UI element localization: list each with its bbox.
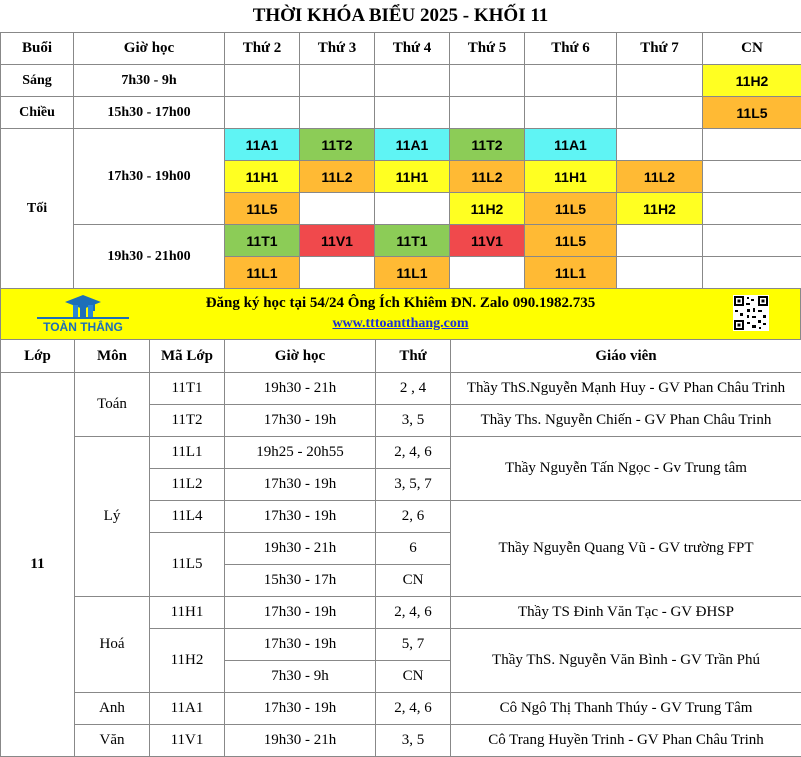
row-toi-1 (1, 129, 801, 161)
class-days: 2 , 4 (376, 373, 451, 405)
header-ma-lop: Mã Lớp (150, 340, 225, 373)
timetable-header-row (1, 33, 801, 65)
class-time: 19h30 - 21h (225, 725, 376, 757)
teacher-cell: Thầy ThS. Nguyễn Văn Bình - GV Trần Phú (451, 629, 801, 693)
header-thu: Thứ (376, 340, 451, 373)
slot-cell: 11L1 (225, 257, 300, 289)
table-row (1, 693, 801, 725)
slot-cell: 11L5 (525, 225, 617, 257)
header-thu-3: Thứ 3 (300, 33, 375, 65)
slot-cell: 11H1 (525, 161, 617, 193)
header-thu-5: Thứ 5 (450, 33, 525, 65)
class-code: 11T1 (150, 373, 225, 405)
class-time: 17h30 - 19h (225, 405, 376, 437)
class-code: 11L2 (150, 469, 225, 501)
header-lop: Lớp (1, 340, 75, 373)
slot-cell: 11T1 (375, 225, 450, 257)
slot-cell: 11H2 (617, 193, 703, 225)
table-row (1, 437, 801, 469)
subject-cell: Toán (75, 373, 150, 437)
slot-cell: 11L5 (525, 193, 617, 225)
teacher-cell: Thầy Nguyễn Quang Vũ - GV trường FPT (451, 501, 801, 597)
header-thu-6: Thứ 6 (525, 33, 617, 65)
class-time: 17h30 - 19h (225, 501, 376, 533)
slot-cell: 11V1 (450, 225, 525, 257)
class-days: CN (376, 661, 451, 693)
teacher-cell: Thầy ThS.Nguyễn Mạnh Huy - GV Phan Châu Trinh (451, 373, 801, 405)
class-time: 17h30 - 19h (225, 693, 376, 725)
slot-cell: 11L1 (525, 257, 617, 289)
slot-cell: 11V1 (300, 225, 375, 257)
class-code: 11T2 (150, 405, 225, 437)
slot-cell: 11H1 (225, 161, 300, 193)
header-giao-vien: Giáo viên (451, 340, 801, 373)
header-gio-hoc: Giờ học (225, 340, 376, 373)
weekly-timetable (0, 32, 801, 289)
slot-cell: 11L1 (375, 257, 450, 289)
table-row (1, 725, 801, 757)
class-days: 6 (376, 533, 451, 565)
class-time: 15h30 - 17h (225, 565, 376, 597)
class-days: 5, 7 (376, 629, 451, 661)
subject-cell: Anh (75, 693, 150, 725)
time-toi-1: 17h30 - 19h00 (74, 129, 225, 225)
slot-cell: 11A1 (375, 129, 450, 161)
header-gio-hoc: Giờ học (74, 33, 225, 65)
class-code: 11V1 (150, 725, 225, 757)
class-code: 11L4 (150, 501, 225, 533)
teacher-cell: Thầy TS Đinh Văn Tạc - GV ĐHSP (451, 597, 801, 629)
slot-cell: 11L5 (225, 193, 300, 225)
time-toi-2: 19h30 - 21h00 (74, 225, 225, 289)
class-code: 11A1 (150, 693, 225, 725)
class-details-table (0, 339, 801, 757)
header-mon: Môn (75, 340, 150, 373)
class-code: 11H2 (150, 629, 225, 693)
teacher-cell: Thầy Nguyễn Tấn Ngọc - Gv Trung tâm (451, 437, 801, 501)
sheet-title: THỜI KHÓA BIỂU 2025 - KHỐI 11 (0, 0, 801, 32)
session-sang: Sáng (1, 65, 74, 97)
slot-cell: 11L2 (617, 161, 703, 193)
brand-text: TOÀN THẮNG (43, 319, 123, 334)
class-time: 17h30 - 19h (225, 469, 376, 501)
class-code: 11L1 (150, 437, 225, 469)
slot-cell: 11T1 (225, 225, 300, 257)
time-sang: 7h30 - 9h (74, 65, 225, 97)
row-chieu (1, 97, 801, 129)
time-chieu: 15h30 - 17h00 (74, 97, 225, 129)
class-days: 2, 6 (376, 501, 451, 533)
slot-cell: 11L2 (450, 161, 525, 193)
header-cn: CN (703, 33, 801, 65)
subject-cell: Văn (75, 725, 150, 757)
slot-cell: 11H2 (703, 65, 801, 97)
class-days: 2, 4, 6 (376, 437, 451, 469)
class-time: 19h30 - 21h (225, 373, 376, 405)
registration-banner (0, 289, 801, 339)
session-toi: Tối (1, 129, 74, 289)
header-thu-2: Thứ 2 (225, 33, 300, 65)
website-link[interactable]: www.tttoantthang.com (1, 316, 800, 332)
header-buoi: Buổi (1, 33, 74, 65)
grade-cell: 11 (1, 373, 75, 757)
slot-cell: 11T2 (300, 129, 375, 161)
slot-cell: 11T2 (450, 129, 525, 161)
teacher-cell: Cô Trang Huyền Trinh - GV Phan Châu Trinh (451, 725, 801, 757)
class-days: 3, 5 (376, 405, 451, 437)
table-row (1, 597, 801, 629)
class-code: 11H1 (150, 597, 225, 629)
class-code: 11L5 (150, 533, 225, 597)
slot-cell: 11H1 (375, 161, 450, 193)
row-sang (1, 65, 801, 97)
class-time: 19h30 - 21h (225, 533, 376, 565)
class-days: 2, 4, 6 (376, 597, 451, 629)
class-time: 7h30 - 9h (225, 661, 376, 693)
header-thu-4: Thứ 4 (375, 33, 450, 65)
slot-cell: 11L2 (300, 161, 375, 193)
class-days: CN (376, 565, 451, 597)
class-time: 19h25 - 20h55 (225, 437, 376, 469)
slot-cell: 11A1 (525, 129, 617, 161)
session-chieu: Chiều (1, 97, 74, 129)
class-days: 2, 4, 6 (376, 693, 451, 725)
class-days: 3, 5 (376, 725, 451, 757)
slot-cell: 11L5 (703, 97, 801, 129)
class-time: 17h30 - 19h (225, 629, 376, 661)
class-days: 3, 5, 7 (376, 469, 451, 501)
qr-code-icon (733, 295, 769, 331)
class-time: 17h30 - 19h (225, 597, 376, 629)
subject-cell: Hoá (75, 597, 150, 693)
slot-cell: 11A1 (225, 129, 300, 161)
row-toi-4 (1, 225, 801, 257)
slot-cell: 11H2 (450, 193, 525, 225)
teacher-cell: Thầy Ths. Nguyễn Chiến - GV Phan Châu Trinh (451, 405, 801, 437)
teacher-cell: Cô Ngô Thị Thanh Thúy - GV Trung Tâm (451, 693, 801, 725)
details-header-row (1, 340, 801, 373)
subject-cell: Lý (75, 437, 150, 597)
table-row (1, 373, 801, 405)
registration-address: Đăng ký học tại 54/24 Ông Ích Khiêm ĐN. Zalo 090.1982.735 (1, 295, 800, 312)
header-thu-7: Thứ 7 (617, 33, 703, 65)
